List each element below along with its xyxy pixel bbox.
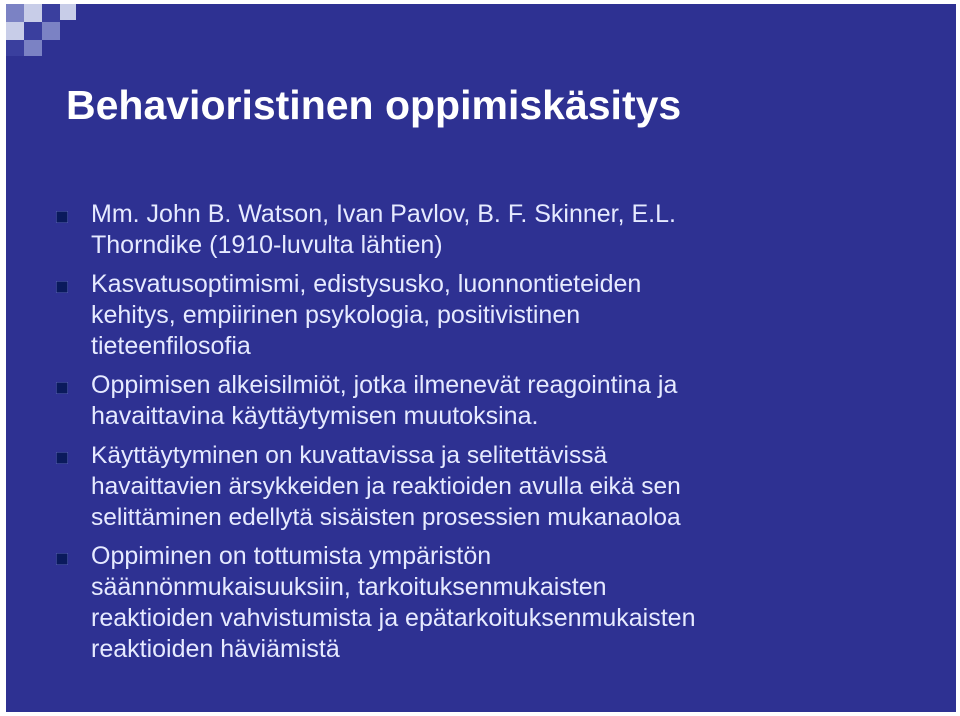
bullet-text: Kasvatusoptimismi, edistysusko, luonnontieteiden kehitys, empiirinen psykologia, positivistinen tieteenfilosofia (91, 270, 642, 360)
bullet-item (56, 440, 916, 533)
bullet-item (56, 541, 916, 665)
bullet-item (56, 370, 916, 432)
bullet-item (56, 199, 916, 261)
bullet-text: Mm. John B. Watson, Ivan Pavlov, B. F. Skinner, E.L. Thorndike (1910-luvulta lähtien) (91, 200, 676, 259)
bullet-item (56, 269, 916, 362)
bullet-list (56, 199, 916, 673)
square-bullet-icon (56, 382, 68, 394)
square-bullet-icon (56, 452, 68, 464)
bullet-text: Oppimisen alkeisilmiöt, jotka ilmenevät reagointina ja havaittavina käyttäytymisen muutoksina. (91, 371, 678, 430)
slide-title: Behavioristinen oppimiskäsitys (66, 82, 682, 128)
slide-frame-top (0, 0, 960, 4)
square-bullet-icon (56, 281, 68, 293)
bullet-text: Oppiminen on tottumista ympäristön säännönmukaisuuksiin, tarkoituksenmukaisten reaktioiden vahvistumista ja epätarkoituksenmukaisten reaktioiden häviämistä (91, 542, 696, 663)
square-bullet-icon (56, 553, 68, 565)
slide-frame-right (956, 0, 960, 716)
square-bullet-icon (56, 211, 68, 223)
slide-frame-left (0, 0, 6, 716)
slide-frame-bottom (0, 712, 960, 716)
bullet-text: Käyttäytyminen on kuvattavissa ja selitettävissä havaittavien ärsykkeiden ja reaktioiden avulla eikä sen selittäminen edellytä sisäisten prosessien mukanaoloa (91, 442, 681, 531)
checker-squares-icon (0, 0, 100, 60)
